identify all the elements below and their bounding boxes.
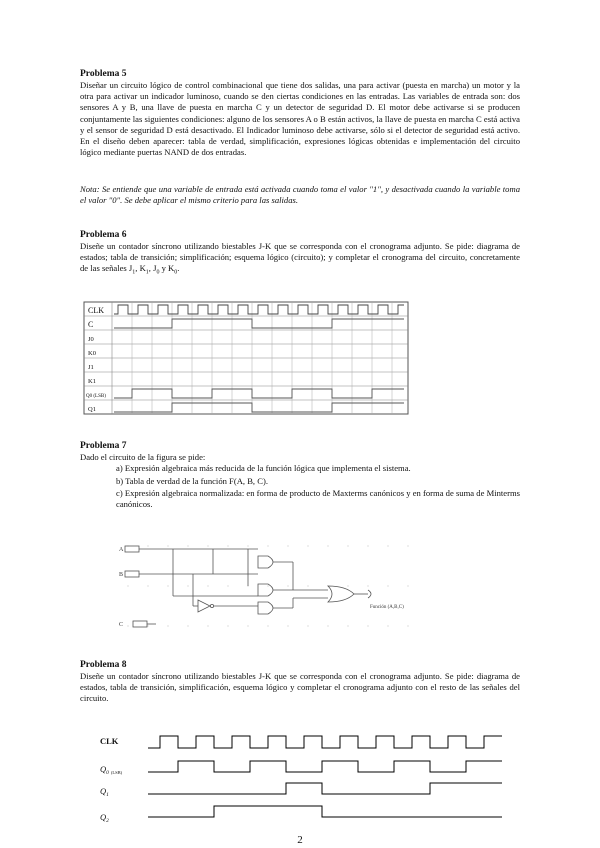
q2-signal [148, 806, 502, 817]
problem-6-timing-table [82, 300, 410, 416]
table-label-q1: Q1 [88, 406, 96, 413]
input-c-box [133, 621, 147, 627]
circuit-output-label: Función (A,B,C) [370, 605, 404, 610]
table-label-j0: J0 [88, 336, 94, 343]
input-a-box [125, 546, 139, 552]
problem-7-item-c: c) Expresión algebraica normalizada: en forma de producto de Maxterms canónicos y en forma de suma de Minterms canónicos. [116, 488, 520, 510]
q0-signal [148, 761, 502, 772]
problem-7-item-b: b) Tabla de verdad de la función F(A, B, C). [116, 476, 268, 486]
clk-signal [148, 736, 502, 748]
problem-8-text: Diseñe un contador síncrono utilizando biestables J-K que se corresponda con el cronograma adjunto. Se pide: diagrama de estados, tabla de transición, simplificación, esquema lógico y completar el cronograma adjunto con el resto de las señales del circuito. [80, 671, 520, 704]
problem-7-item-a: a) Expresión algebraica más reducida de la función lógica que implementa el sistema. [116, 463, 411, 473]
problem-5-text: Diseñar un circuito lógico de control combinacional que tiene dos salidas, una para activar (puesta en marcha) un motor y la otra para activar un indicador luminoso, cuando se den ciertas condiciones en las entradas. Las variables de entrada son: dos sensores A y B, una llave de puesta en marcha C y un detector de seguridad D. El motor debe activarse si se producen conjuntamente las siguientes condiciones: alguno de los sensores A o B están activos, la llave de puesta en marcha C está activa y el sensor de seguridad D está desactivado. El Indicador luminoso debe activarse, sólo si el detector de seguridad está activo. En el diseño deben aparecer: tabla de verdad, simplificación, expresiones lógicas obtenidas e implementación del circuito lógico mediante puertas NAND de dos entradas. [80, 80, 520, 158]
table-label-c: C [88, 320, 94, 329]
page-number: 2 [297, 834, 303, 846]
and-gate-3 [258, 602, 273, 614]
problem-8-title: Problema 8 [80, 660, 127, 670]
table-label-clk: CLK [88, 306, 104, 315]
timing-label-q0: $Q_0$ (LSB) [100, 764, 123, 776]
table-label-q0: Q0 (LSB) [86, 394, 106, 399]
table-label-k0: K0 [88, 350, 96, 357]
timing-label-q2: $Q_2$ [100, 812, 109, 824]
input-b-box [125, 571, 139, 577]
circuit-input-c: C [119, 622, 124, 628]
problem-7-title: Problema 7 [80, 441, 127, 451]
circuit-input-b: B [119, 572, 124, 578]
problem-5-note: Nota: Se entiende que una variable de entrada está activada cuando toma el valor "1", y desactivada cuando la variable toma el valor "0". Se debe aplicar el mismo criterio para las salidas. [80, 184, 520, 206]
problem-6-text: Diseñe un contador síncrono utilizando biestables J-K que se corresponda con el cronograma adjunto. Se pide: diagrama de estados; tabla de transición; simplificación; esquema lógico (circuito); y completar el cronograma del circuito, concretamente de las señales $J_1$, $K_1$, $J_0$ y $K_0$. [80, 241, 520, 277]
not-gate [198, 600, 210, 612]
problem-5-title: Problema 5 [80, 69, 127, 79]
circuit-input-a: A [119, 547, 124, 553]
or-gate [328, 586, 354, 602]
table-label-k1: K1 [88, 378, 96, 385]
timing-label-clk: CLK [100, 736, 119, 746]
problem-6-title: Problema 6 [80, 230, 127, 240]
timing-label-q1: $Q_1$ [100, 786, 109, 798]
table-label-j1: J1 [88, 364, 94, 371]
problem-8-timing-diagram [96, 728, 502, 826]
problem-7-circuit [118, 536, 418, 636]
q1-signal [148, 783, 502, 794]
problem-7-intro: Dado el circuito de la figura se pide: [80, 452, 206, 462]
and-gate-2 [258, 584, 273, 596]
and-gate-1 [258, 556, 273, 568]
